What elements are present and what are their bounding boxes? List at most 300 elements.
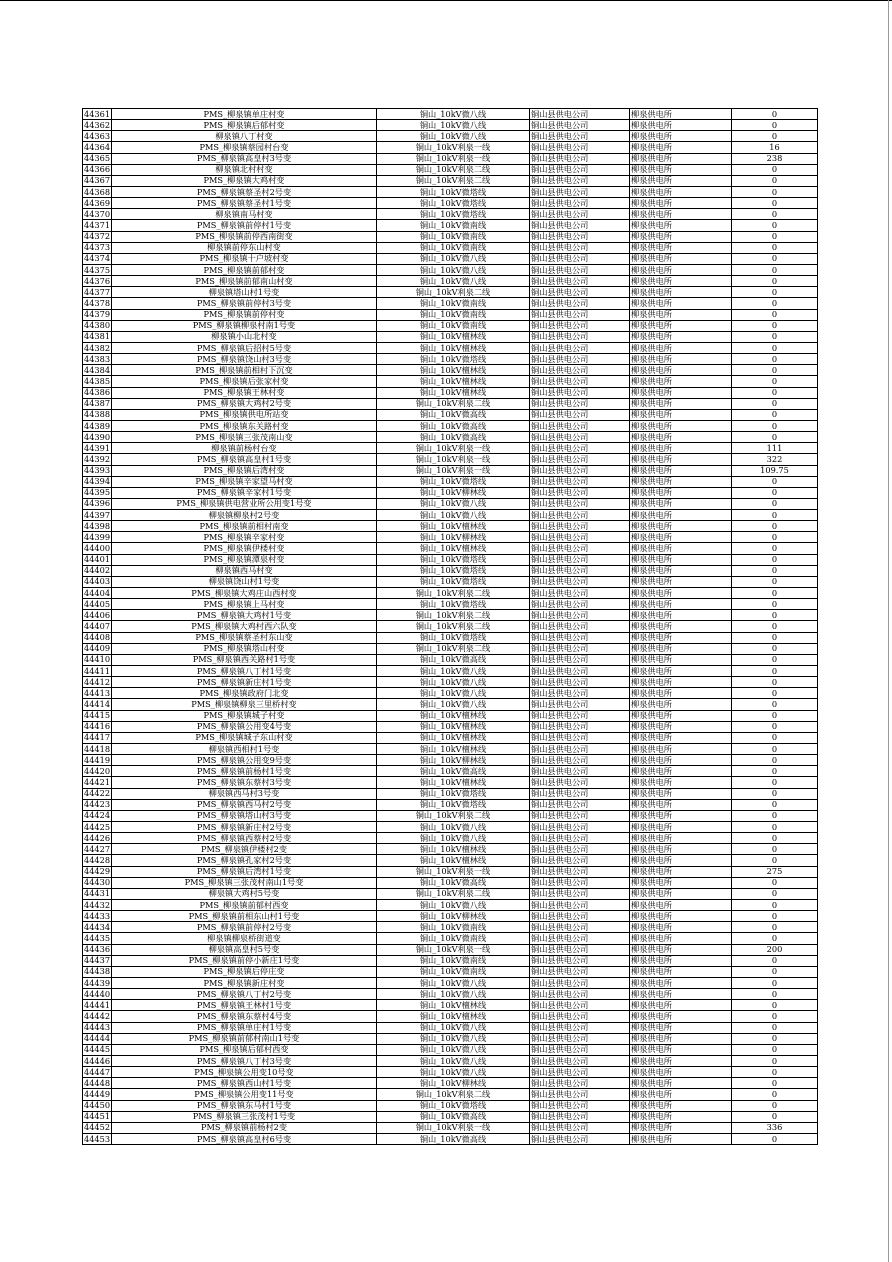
table-row	[83, 131, 818, 142]
feeder-line-cell: 铜山_10kV微八线	[377, 677, 530, 688]
station-cell: 柳泉供电所	[630, 855, 732, 866]
feeder-line-cell: 铜山_10kV微高线	[377, 1111, 530, 1122]
company-cell: 铜山县供电公司	[530, 966, 630, 977]
table-row	[83, 911, 818, 922]
company-cell: 铜山县供电公司	[530, 654, 630, 665]
transformer-name-cell: 柳泉镇塔山村1号变	[112, 287, 377, 298]
row-id-cell: 44361	[84, 108, 111, 119]
company-cell: 铜山县供电公司	[530, 810, 630, 821]
row-id-cell: 44428	[84, 854, 111, 865]
table-row	[83, 342, 818, 353]
station-cell: 柳泉供电所	[630, 677, 732, 688]
transformer-name-cell: PMS_柳泉镇三张茂南山变	[112, 432, 377, 443]
value-cell: 0	[732, 977, 818, 988]
station-cell: 柳泉供电所	[630, 253, 732, 264]
company-cell: 铜山县供电公司	[530, 510, 630, 521]
transformer-name-cell: PMS_柳泉镇十户坡村变	[112, 253, 377, 264]
table-row	[83, 844, 818, 855]
feeder-line-cell: 铜山_10kV微南线	[377, 242, 530, 253]
value-cell: 0	[732, 966, 818, 977]
row-id-cell: 44399	[84, 531, 111, 542]
row-id-cell: 44369	[84, 197, 111, 208]
station-cell: 柳泉供电所	[630, 1100, 732, 1111]
station-cell: 柳泉供电所	[630, 465, 732, 476]
value-cell: 0	[732, 287, 818, 298]
feeder-line-cell: 铜山_10kV微塔线	[377, 1100, 530, 1111]
row-id-cell: 44380	[84, 320, 111, 331]
value-cell: 109.75	[732, 465, 818, 476]
station-cell: 柳泉供电所	[630, 242, 732, 253]
feeder-line-cell: 铜山_10kV微八线	[377, 688, 530, 699]
transformer-name-cell: PMS_柳泉镇前相东山村1号变	[112, 911, 377, 922]
value-cell: 200	[732, 944, 818, 955]
table-row	[83, 610, 818, 621]
company-cell: 铜山县供电公司	[530, 677, 630, 688]
feeder-line-cell: 铜山_10kV利泉二线	[377, 175, 530, 186]
table-row	[83, 888, 818, 899]
feeder-line-cell: 铜山_10kV檀林线	[377, 855, 530, 866]
feeder-line-cell: 铜山_10kV利泉二线	[377, 1089, 530, 1100]
value-cell: 0	[732, 354, 818, 365]
transformer-table	[82, 108, 818, 1145]
station-cell: 柳泉供电所	[630, 788, 732, 799]
table-row	[83, 1044, 818, 1055]
feeder-line-cell: 铜山_10kV微八线	[377, 1033, 530, 1044]
row-id-cell: 44405	[84, 598, 111, 609]
value-cell: 0	[732, 666, 818, 677]
company-cell: 铜山县供电公司	[530, 899, 630, 910]
transformer-name-cell: 柳泉镇八丁村变	[112, 131, 377, 142]
row-id-cell: 44412	[84, 676, 111, 687]
table-row	[83, 810, 818, 821]
station-cell: 柳泉供电所	[630, 977, 732, 988]
value-cell: 0	[732, 120, 818, 131]
station-cell: 柳泉供电所	[630, 1111, 732, 1122]
value-cell: 0	[732, 432, 818, 443]
feeder-line-cell: 铜山_10kV利泉一线	[377, 866, 530, 877]
company-cell: 铜山县供电公司	[530, 732, 630, 743]
station-cell: 柳泉供电所	[630, 911, 732, 922]
station-cell: 柳泉供电所	[630, 777, 732, 788]
company-cell: 铜山县供电公司	[530, 866, 630, 877]
company-cell: 铜山县供电公司	[530, 220, 630, 231]
row-id-cell: 44376	[84, 275, 111, 286]
transformer-name-cell: PMS_柳泉镇上马村变	[112, 599, 377, 610]
company-cell: 铜山县供电公司	[530, 420, 630, 431]
company-cell: 铜山县供电公司	[530, 1000, 630, 1011]
value-cell: 0	[732, 688, 818, 699]
company-cell: 铜山县供电公司	[530, 443, 630, 454]
company-cell: 铜山县供电公司	[530, 487, 630, 498]
transformer-name-cell: PMS_柳泉镇前停村3号变	[112, 298, 377, 309]
row-id-cell: 44410	[84, 654, 111, 665]
table-row	[83, 989, 818, 1000]
page-top-border	[0, 0, 892, 1]
row-id-cell: 44417	[84, 732, 111, 743]
station-cell: 柳泉供电所	[630, 989, 732, 1000]
table-row	[83, 398, 818, 409]
station-cell: 柳泉供电所	[630, 666, 732, 677]
transformer-name-cell: PMS_柳泉镇东蔡村4号变	[112, 1011, 377, 1022]
station-cell: 柳泉供电所	[630, 398, 732, 409]
value-cell: 0	[732, 543, 818, 554]
value-cell: 0	[732, 744, 818, 755]
row-id-cell: 44408	[84, 632, 111, 643]
station-cell: 柳泉供电所	[630, 153, 732, 164]
table-row	[83, 777, 818, 788]
transformer-name-cell: PMS_柳泉镇后郁村西变	[112, 1044, 377, 1055]
station-cell: 柳泉供电所	[630, 721, 732, 732]
feeder-line-cell: 铜山_10kV利泉二线	[377, 287, 530, 298]
row-id-cell: 44446	[84, 1055, 111, 1066]
station-cell: 柳泉供电所	[630, 1044, 732, 1055]
value-cell: 0	[732, 109, 818, 120]
company-cell: 铜山县供电公司	[530, 164, 630, 175]
station-cell: 柳泉供电所	[630, 298, 732, 309]
value-cell: 111	[732, 443, 818, 454]
table-row	[83, 465, 818, 476]
row-id-cell: 44390	[84, 431, 111, 442]
company-cell: 铜山县供电公司	[530, 543, 630, 554]
station-cell: 柳泉供电所	[630, 944, 732, 955]
company-cell: 铜山县供电公司	[530, 242, 630, 253]
company-cell: 铜山县供电公司	[530, 231, 630, 242]
station-cell: 柳泉供电所	[630, 799, 732, 810]
table-row	[83, 186, 818, 197]
feeder-line-cell: 铜山_10kV微八线	[377, 989, 530, 1000]
company-cell: 铜山县供电公司	[530, 498, 630, 509]
row-id-cell: 44444	[84, 1033, 111, 1044]
row-id-cell: 44375	[84, 264, 111, 275]
transformer-name-cell: PMS_柳泉镇新庄村1号变	[112, 677, 377, 688]
table-row	[83, 309, 818, 320]
station-cell: 柳泉供电所	[630, 498, 732, 509]
station-cell: 柳泉供电所	[630, 287, 732, 298]
transformer-name-cell: 柳泉镇柳泉村2号变	[112, 510, 377, 521]
station-cell: 柳泉供电所	[630, 420, 732, 431]
value-cell: 238	[732, 153, 818, 164]
company-cell: 铜山县供电公司	[530, 599, 630, 610]
company-cell: 铜山县供电公司	[530, 977, 630, 988]
value-cell: 0	[732, 576, 818, 587]
row-id-cell: 44384	[84, 364, 111, 375]
company-cell: 铜山县供电公司	[530, 175, 630, 186]
station-cell: 柳泉供电所	[630, 231, 732, 242]
table-row	[83, 264, 818, 275]
row-id-cell: 44448	[84, 1077, 111, 1088]
station-cell: 柳泉供电所	[630, 732, 732, 743]
row-id-cell: 44435	[84, 932, 111, 943]
company-cell: 铜山县供电公司	[530, 387, 630, 398]
table-row	[83, 699, 818, 710]
row-id-cell: 44432	[84, 899, 111, 910]
row-id-cell: 44447	[84, 1066, 111, 1077]
station-cell: 柳泉供电所	[630, 309, 732, 320]
table-row	[83, 432, 818, 443]
feeder-line-cell: 铜山_10kV微八线	[377, 833, 530, 844]
station-cell: 柳泉供电所	[630, 1022, 732, 1033]
feeder-line-cell: 铜山_10kV微八线	[377, 1022, 530, 1033]
company-cell: 铜山县供电公司	[530, 253, 630, 264]
station-cell: 柳泉供电所	[630, 710, 732, 721]
table-row	[83, 966, 818, 977]
row-id-cell: 44437	[84, 955, 111, 966]
transformer-name-cell: PMS_柳泉镇后招村5号变	[112, 342, 377, 353]
table-row	[83, 1133, 818, 1144]
company-cell: 铜山县供电公司	[530, 209, 630, 220]
table-row	[83, 632, 818, 643]
station-cell: 柳泉供电所	[630, 755, 732, 766]
feeder-line-cell: 铜山_10kV微八线	[377, 1055, 530, 1066]
feeder-line-cell: 铜山_10kV檀林线	[377, 710, 530, 721]
feeder-line-cell: 铜山_10kV柳林线	[377, 487, 530, 498]
feeder-line-cell: 铜山_10kV檀林线	[377, 744, 530, 755]
row-id-cell: 44364	[84, 141, 111, 152]
value-cell: 0	[732, 175, 818, 186]
feeder-line-cell: 铜山_10kV檀林线	[377, 521, 530, 532]
station-cell: 柳泉供电所	[630, 131, 732, 142]
value-cell: 0	[732, 231, 818, 242]
row-id-cell: 44389	[84, 420, 111, 431]
feeder-line-cell: 铜山_10kV微八线	[377, 666, 530, 677]
transformer-name-cell: PMS_柳泉镇大鸡庄山西村变	[112, 588, 377, 599]
row-id-cell: 44421	[84, 777, 111, 787]
station-cell: 柳泉供电所	[630, 1089, 732, 1100]
feeder-line-cell: 铜山_10kV微高线	[377, 654, 530, 665]
table-row	[83, 599, 818, 610]
table-row	[83, 554, 818, 565]
company-cell: 铜山县供电公司	[530, 777, 630, 788]
station-cell: 柳泉供电所	[630, 576, 732, 587]
transformer-name-cell: PMS_柳泉镇蔡圣村1号变	[112, 198, 377, 209]
feeder-line-cell: 铜山_10kV微八线	[377, 264, 530, 275]
row-id-cell: 44400	[84, 543, 111, 554]
table-row	[83, 1067, 818, 1078]
table-row	[83, 755, 818, 766]
table-row	[83, 409, 818, 420]
row-id-cell: 44379	[84, 309, 111, 320]
transformer-name-cell: 柳泉镇西马村3号变	[112, 788, 377, 799]
station-cell: 柳泉供电所	[630, 744, 732, 755]
transformer-name-cell: PMS_柳泉镇公用变9号变	[112, 755, 377, 766]
feeder-line-cell: 铜山_10kV微南线	[377, 922, 530, 933]
station-cell: 柳泉供电所	[630, 1122, 732, 1133]
station-cell: 柳泉供电所	[630, 1000, 732, 1011]
station-cell: 柳泉供电所	[630, 220, 732, 231]
feeder-line-cell: 铜山_10kV柳林线	[377, 911, 530, 922]
table-row	[83, 1122, 818, 1133]
transformer-name-cell: PMS_柳泉镇前相村下沉变	[112, 365, 377, 376]
table-row	[83, 922, 818, 933]
table-row	[83, 253, 818, 264]
feeder-line-cell: 铜山_10kV微塔线	[377, 565, 530, 576]
company-cell: 铜山县供电公司	[530, 376, 630, 387]
table-row	[83, 1033, 818, 1044]
row-id-cell: 44425	[84, 821, 111, 832]
company-cell: 铜山县供电公司	[530, 1055, 630, 1066]
transformer-name-cell: PMS_柳泉镇前停小新庄1号变	[112, 955, 377, 966]
transformer-name-cell: 柳泉镇北村村变	[112, 164, 377, 175]
station-cell: 柳泉供电所	[630, 888, 732, 899]
row-id-cell: 44434	[84, 921, 111, 932]
value-cell: 0	[732, 554, 818, 565]
company-cell: 铜山县供电公司	[530, 287, 630, 298]
row-id-cell: 44391	[84, 442, 111, 453]
value-cell: 0	[732, 131, 818, 142]
row-id-cell: 44416	[84, 721, 111, 732]
value-cell: 0	[732, 1133, 818, 1144]
value-cell: 0	[732, 799, 818, 810]
feeder-line-cell: 铜山_10kV利泉一线	[377, 443, 530, 454]
row-id-cell: 44406	[84, 609, 111, 620]
table-row	[83, 220, 818, 231]
row-id-cell: 44381	[84, 331, 111, 342]
table-row	[83, 955, 818, 966]
row-id-cell: 44433	[84, 910, 111, 921]
company-cell: 铜山县供电公司	[530, 588, 630, 599]
feeder-line-cell: 铜山_10kV微塔线	[377, 186, 530, 197]
value-cell: 0	[732, 822, 818, 833]
station-cell: 柳泉供电所	[630, 376, 732, 387]
station-cell: 柳泉供电所	[630, 109, 732, 120]
table-row	[83, 1011, 818, 1022]
transformer-name-cell: PMS_柳泉镇供电营业所公用变1号变	[112, 498, 377, 509]
row-id-cell: 44394	[84, 476, 111, 487]
company-cell: 铜山县供电公司	[530, 1089, 630, 1100]
company-cell: 铜山县供电公司	[530, 120, 630, 131]
company-cell: 铜山县供电公司	[530, 576, 630, 587]
company-cell: 铜山县供电公司	[530, 309, 630, 320]
value-cell: 0	[732, 810, 818, 821]
company-cell: 铜山县供电公司	[530, 432, 630, 443]
row-id-cell: 44424	[84, 810, 111, 821]
company-cell: 铜山县供电公司	[530, 1022, 630, 1033]
table-row	[83, 120, 818, 131]
table-row	[83, 109, 818, 120]
table-row	[83, 565, 818, 576]
station-cell: 柳泉供电所	[630, 120, 732, 131]
feeder-line-cell: 铜山_10kV微八线	[377, 131, 530, 142]
station-cell: 柳泉供电所	[630, 1133, 732, 1144]
row-id-cell: 44402	[84, 565, 111, 576]
company-cell: 铜山县供电公司	[530, 1078, 630, 1089]
table-row	[83, 476, 818, 487]
feeder-line-cell: 铜山_10kV微高线	[377, 877, 530, 888]
transformer-name-cell: PMS_柳泉镇后湾村变	[112, 465, 377, 476]
company-cell: 铜山县供电公司	[530, 877, 630, 888]
transformer-name-cell: 柳泉镇饶山村1号变	[112, 576, 377, 587]
company-cell: 铜山县供电公司	[530, 532, 630, 543]
feeder-line-cell: 铜山_10kV柳林线	[377, 755, 530, 766]
feeder-line-cell: 铜山_10kV檀林线	[377, 1000, 530, 1011]
table-row	[83, 766, 818, 777]
value-cell: 0	[732, 253, 818, 264]
table-row	[83, 298, 818, 309]
transformer-name-cell: PMS_柳泉镇东蔡村3号变	[112, 777, 377, 788]
transformer-name-cell: PMS_柳泉镇公用变4号变	[112, 721, 377, 732]
company-cell: 铜山县供电公司	[530, 744, 630, 755]
feeder-line-cell: 铜山_10kV微八线	[377, 276, 530, 287]
value-cell: 0	[732, 1111, 818, 1122]
company-cell: 铜山县供电公司	[530, 142, 630, 153]
transformer-name-cell: PMS_柳泉镇后停庄变	[112, 966, 377, 977]
table-row	[83, 354, 818, 365]
value-cell: 0	[732, 922, 818, 933]
row-id-cell: 44393	[84, 465, 111, 476]
row-id-cell: 44363	[84, 130, 111, 141]
value-cell: 0	[732, 532, 818, 543]
company-cell: 铜山县供电公司	[530, 911, 630, 922]
station-cell: 柳泉供电所	[630, 621, 732, 632]
feeder-line-cell: 铜山_10kV微八线	[377, 253, 530, 264]
station-cell: 柳泉供电所	[630, 1011, 732, 1022]
station-cell: 柳泉供电所	[630, 766, 732, 777]
value-cell: 0	[732, 1100, 818, 1111]
transformer-name-cell: 柳泉镇南马村变	[112, 209, 377, 220]
table-row	[83, 153, 818, 164]
feeder-line-cell: 铜山_10kV檀林线	[377, 777, 530, 788]
station-cell: 柳泉供电所	[630, 454, 732, 465]
feeder-line-cell: 铜山_10kV檀林线	[377, 721, 530, 732]
transformer-name-cell: PMS_柳泉镇八丁村2号变	[112, 989, 377, 1000]
feeder-line-cell: 铜山_10kV微八线	[377, 498, 530, 509]
transformer-name-cell: PMS_柳泉镇三张茂村南山1号变	[112, 877, 377, 888]
transformer-name-cell: 柳泉镇小山北村变	[112, 331, 377, 342]
station-cell: 柳泉供电所	[630, 866, 732, 877]
table-row	[83, 365, 818, 376]
table-row	[83, 331, 818, 342]
value-cell: 0	[732, 766, 818, 777]
feeder-line-cell: 铜山_10kV利泉二线	[377, 621, 530, 632]
value-cell: 0	[732, 933, 818, 944]
value-cell: 0	[732, 498, 818, 509]
feeder-line-cell: 铜山_10kV檀林线	[377, 844, 530, 855]
value-cell: 0	[732, 398, 818, 409]
station-cell: 柳泉供电所	[630, 186, 732, 197]
value-cell: 0	[732, 844, 818, 855]
table-row	[83, 1078, 818, 1089]
row-id-cell: 44365	[84, 153, 111, 164]
feeder-line-cell: 铜山_10kV檀林线	[377, 387, 530, 398]
table-row	[83, 1055, 818, 1066]
company-cell: 铜山县供电公司	[530, 688, 630, 699]
row-id-cell: 44383	[84, 353, 111, 364]
station-cell: 柳泉供电所	[630, 342, 732, 353]
station-cell: 柳泉供电所	[630, 354, 732, 365]
transformer-name-cell: PMS_柳泉镇八丁村1号变	[112, 666, 377, 677]
station-cell: 柳泉供电所	[630, 387, 732, 398]
feeder-line-cell: 铜山_10kV利泉一线	[377, 454, 530, 465]
transformer-name-cell: 柳泉镇前杨村台变	[112, 443, 377, 454]
row-id-cell: 44404	[84, 587, 111, 598]
transformer-name-cell: PMS_柳泉镇大鸡村1号变	[112, 610, 377, 621]
table-row	[83, 164, 818, 175]
feeder-line-cell: 铜山_10kV利泉一线	[377, 142, 530, 153]
value-cell: 0	[732, 365, 818, 376]
table-row	[83, 387, 818, 398]
transformer-name-cell: PMS_柳泉镇王林村1号变	[112, 1000, 377, 1011]
value-cell: 0	[732, 320, 818, 331]
transformer-name-cell: PMS_柳泉镇大鸡村西六队变	[112, 621, 377, 632]
transformer-name-cell: PMS_柳泉镇城子村变	[112, 710, 377, 721]
value-cell: 0	[732, 298, 818, 309]
station-cell: 柳泉供电所	[630, 922, 732, 933]
value-cell: 0	[732, 833, 818, 844]
transformer-name-cell: PMS_柳泉镇蔡园村台变	[112, 142, 377, 153]
feeder-line-cell: 铜山_10kV檀林线	[377, 1011, 530, 1022]
value-cell: 0	[732, 599, 818, 610]
station-cell: 柳泉供电所	[630, 877, 732, 888]
